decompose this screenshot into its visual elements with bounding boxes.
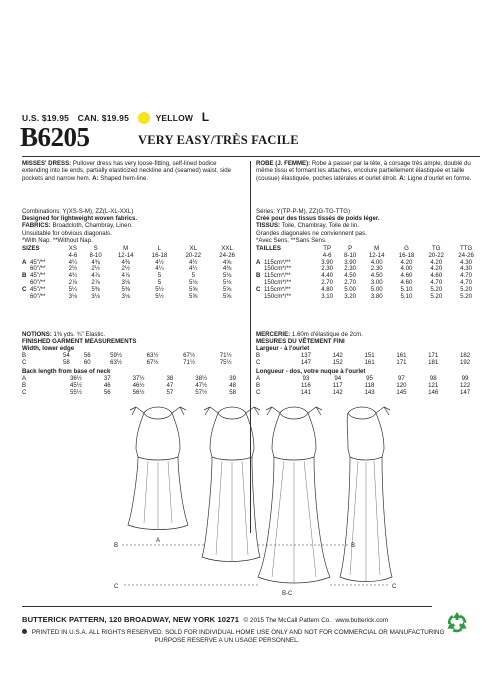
size-label: L [201,110,210,124]
yardage-value: 5.00 [370,285,383,293]
en-back-label: Back length from base of neck [22,368,111,375]
size-number: 12-14 [117,251,134,259]
yardage-row [256,294,481,301]
measurement-value: 99 [461,375,469,382]
measurement-value: 147 [459,388,471,396]
size-code: M [374,245,380,252]
size-code: XXL [221,245,233,252]
measurement-value: 47 [166,381,174,389]
view-letter: A [22,258,27,266]
measurement-value: 161 [364,358,375,366]
view-letter: C [22,388,27,396]
size-number: 24-26 [219,251,235,259]
size-code: TTG [460,245,473,252]
view-letter: B [256,352,261,359]
recycle-icon [444,610,470,636]
size-code: M [123,245,129,252]
yardage-value: 4.20 [430,265,443,273]
yardage-value: 5⅝ [189,292,198,300]
measurement-value: 54 [63,352,70,359]
measurement-value: 63½ [110,358,122,366]
yardage-value: 5 [157,278,162,286]
en-fabric-info: Combinations: Y(XS-S-M), ZZ(L-XL-XXL) Designed for lightweight woven fabrics. FABRICS: Broadcloth, Chambray, Linen. Unsuitable for obvious diagonals. *With Nap. **Without Nap. [22,208,138,244]
measurement-value: 46 [103,381,111,389]
measurement-value: 122 [459,381,471,389]
yardage-value: 3⅛ [68,292,78,300]
size-number: 20-22 [185,251,202,259]
size-code: P [348,245,353,252]
fabric-width: 150cm*/** [264,265,292,273]
yardage-value: 4⅞ [121,272,130,280]
yardage-value: 2½ [68,265,78,273]
measurement-value: 57 [166,388,174,396]
yardage-value: 2½ [121,265,130,273]
bullet-icon [22,629,27,634]
yardage-value: 4.80 [321,285,334,293]
fabric-width: 115cm*/** [264,272,291,280]
yardage-value: 4⅜ [121,258,130,266]
yardage-value: 4½ [189,258,198,266]
en-measurements: NOTIONS: 1⅜ yds. ¾" Elastic. FINISHED GARMENT MEASUREMENTS Width, lower edge [22,331,137,353]
measurement-value: 67½ [183,352,196,359]
size-number: 4-6 [322,251,332,259]
measurement-value: 141 [300,388,311,396]
en-description: MISSES' DRESS: Pullover dress has very loose-fitting, self-lined bodice extending into tie ends, partially elasticized neckline and (seamed) waist, side pockets and narrow hem. A: Shaped hem-line. [22,160,231,182]
measurement-value: 46½ [132,381,145,389]
yardage-value: 5⅛ [189,278,198,286]
view-letter: C [22,358,27,366]
yardage-value: 4.20 [430,258,443,266]
yardage-value: 3.90 [321,258,334,266]
measurement-value: 56 [103,388,111,396]
measurement-value: 147 [300,358,311,366]
yardage-value: 5⅜ [91,285,100,293]
yardage-value: 3⅛ [91,292,100,300]
size-code: S [93,245,98,252]
measurement-value: 45½ [70,381,82,389]
yardage-value: 2.30 [344,265,357,273]
footer-company: BUTTERICK PATTERN, 120 BROADWAY, NEW YORK 10271 [22,615,240,624]
fr-back-label: Longueur - dos, votre nuque à l'ourlet [256,368,366,375]
measurement-value: 55½ [70,388,82,396]
yardage-value: 4¼ [68,258,78,266]
yardage-value: 5½ [155,285,164,293]
measurement-value: 38 [166,375,174,382]
measurement-value: 145 [396,388,407,396]
size-number: 12-14 [368,251,385,259]
measurement-value: 75½ [219,358,232,366]
footer-copyright: © 2015 The McCall Pattern Co. [243,617,332,624]
measurement-value: 59½ [110,352,122,359]
measurement-value: 116 [301,381,311,389]
view-letter: A [22,375,27,382]
yardage-value: 2.30 [321,265,334,273]
yardage-row [22,280,244,287]
view-bc-label: B-C [282,591,293,597]
footer-website: www.butterick.com [335,617,388,624]
yardage-value: 2.30 [370,265,383,273]
measurement-value: 71½ [219,352,232,359]
view-letter [256,294,264,301]
view-letter: B [256,381,261,389]
size-number: 16-18 [151,251,168,259]
pattern-number: B6205 [20,122,90,152]
yardage-value: 5⅝ [222,285,232,293]
measurement-value: 56 [83,352,91,359]
yardage-row [22,287,244,294]
yardage-value: 2⅞ [91,278,100,286]
yardage-value: 2.70 [344,278,357,286]
dress-a-front [128,407,188,530]
footer-rule [22,606,432,607]
measurement-value: 48 [229,381,236,389]
measurement-value: 71½ [183,358,196,366]
en-width-table [22,353,244,367]
measurement-value: 67½ [146,358,159,366]
yardage-value: 5 [191,272,195,280]
yardage-value: 4⅜ [222,265,232,273]
fabric-width: 60"/** [30,265,46,273]
measurement-value: 161 [396,352,407,359]
yardage-value: 4.50 [370,272,383,280]
measurement-row [256,360,481,367]
sizes-label: TAILLES [256,245,281,252]
measurement-value: 120 [396,381,407,389]
fr-back-table [256,376,481,396]
yardage-value: 4½ [155,258,164,266]
yardage-value: 3⅛ [121,278,130,286]
color-label: YELLOW [155,113,194,123]
yardage-row [22,294,244,301]
footer [22,609,445,644]
measurement-value: 146 [428,388,439,396]
fabric-width: 115cm*/** [264,258,291,266]
measurement-value: 47½ [195,381,208,389]
size-number: 16-18 [398,251,415,259]
yardage-row [22,260,244,267]
measurement-value: 60 [83,358,91,366]
yardage-value: 4.70 [460,278,473,286]
measurement-value: 37 [103,375,111,382]
measurement-value: 137 [300,352,311,359]
measurement-value: 58 [63,358,70,366]
dress-c-front [258,407,330,583]
yardage-row [22,266,244,273]
yardage-value: 4.70 [430,278,443,286]
yardage-value: 4.60 [400,278,413,286]
yardage-value: 3.90 [344,258,357,266]
yardage-value: 4¼ [155,265,164,273]
yardage-value: 3.00 [370,278,383,286]
yellow-dot-icon [138,112,150,124]
footer-rights: PRINTED IN U.S.A. ALL RIGHTS RESERVED. SOLD FOR INDIVIDUAL HOME USE ONLY AND NOT FOR COMMERCIAL OR MANUFACTURING [22,629,442,637]
view-b-label-right: B [351,543,356,549]
measurement-value: 192 [459,358,471,366]
size-number: 24-26 [458,251,474,259]
en-back-table [22,376,244,396]
yardage-value: 4.30 [460,258,473,266]
yardage-value: 5.10 [400,292,413,300]
yardage-value: 4.60 [400,272,413,280]
yardage-value: 5⅝ [189,285,198,293]
yardage-value: 5.20 [430,285,443,293]
yardage-value: 2⅞ [68,278,78,286]
footer-french: PURPOSE RESERVE A UN USAGE PERSONNEL. [154,636,300,644]
measurement-row [22,353,244,360]
measurement-value: 152 [332,358,343,366]
yardage-value: 3.20 [344,292,357,300]
view-letter: B [256,272,261,280]
yardage-value: 4.30 [460,265,473,273]
size-code: XL [189,245,198,252]
measurement-value: 98 [429,375,437,382]
dress-b-back [202,407,260,562]
fr-width-table [256,353,481,367]
fabric-width: 150cm*/** [264,278,292,286]
yardage-value: 4.70 [460,272,473,280]
en-yardage-table [22,246,244,300]
size-code: TP [323,245,332,252]
view-letter [22,294,30,301]
yardage-value: 5½ [155,292,164,300]
yardage-value: 2.70 [321,278,334,286]
fabric-width: 150cm*/** [264,292,292,300]
measurement-value: 143 [364,388,375,396]
top-rule [22,156,480,157]
view-letter: B [22,352,27,359]
price-can: CAN. $19.95 [77,113,129,123]
measurement-value: 171 [396,358,407,366]
fabric-width: 115cm*/** [264,285,291,293]
yardage-value: 4⅜ [91,258,100,266]
yardage-value: 5.20 [460,285,473,293]
view-letter: C [256,358,261,366]
yardage-value: 3.80 [370,292,383,300]
yardage-value: 4¾ [68,272,78,280]
view-c-label-left: C [114,584,119,590]
yardage-row [22,273,244,280]
view-letter: B [22,272,27,280]
measurement-value: 38½ [195,375,208,382]
measurement-value: 37½ [132,375,145,382]
measurement-value: 118 [364,381,375,389]
yardage-value: 2½ [91,265,100,273]
yardage-value: 4.50 [344,272,357,280]
size-code: L [157,245,162,252]
yardage-value: 5¼ [68,285,78,293]
fabric-width: 45"/** [30,285,46,293]
yardage-value: 5⅝ [222,292,232,300]
yardage-value: 4.40 [321,272,334,280]
yardage-value: 4.20 [400,258,413,266]
view-letter: B [22,381,27,389]
difficulty-title: VERY EASY/TRÈS FACILE [138,133,299,147]
measurement-value: 121 [428,381,439,389]
size-code: XS [68,245,77,252]
measurement-value: 58 [229,388,236,396]
size-number: 4-6 [68,251,78,259]
dress-c-back [340,407,392,582]
size-code: G [404,245,409,252]
yardage-value: 5⅜ [121,285,130,293]
fr-description: ROBE (J. FEMME): Robe à passer par la tête, à corsage très ample, doublé du même tissu et formant les attaches, encolure partiellement élastiquée et taille (cousue) élastiquée, poches latérales et ourlet étroit. A: Ligne d'ourlet en forme. [256,160,472,182]
measurement-value: 142 [332,352,343,359]
measurement-value: 63½ [146,352,159,359]
view-c-label-right: C [392,584,397,590]
yardage-value: 4¼ [189,265,198,273]
view-letter: C [256,285,261,293]
yardage-value: 4.00 [400,265,413,273]
fabric-width: 60"/** [30,278,46,286]
measurement-value: 56½ [132,388,145,396]
view-letter: A [256,258,261,266]
measurement-value: 93 [302,375,310,382]
garment-illustration [108,395,398,600]
view-letter: C [22,285,27,293]
yardage-value: 5.10 [400,285,413,293]
yardage-value: 5 [157,272,162,280]
measurement-value: 142 [332,388,343,396]
yardage-value: 5.20 [460,292,473,300]
size-number: 8-10 [344,251,357,259]
measurement-value: 97 [398,375,405,382]
measurement-value: 182 [459,352,471,359]
measurement-value: 57½ [195,388,208,396]
yardage-value: 3⅛ [121,292,130,300]
fr-measurements: MERCERIE: 1.60m d'élastique de 2cm. MESURES DU VÊTEMENT FINI Largeur - à l'ourlet [256,331,363,353]
measurement-value: 95 [366,375,373,382]
yardage-value: 4⅞ [91,272,100,280]
measurement-row [22,360,244,367]
view-a-label: A [156,538,161,544]
fabric-width: 60"/** [30,292,46,300]
view-letter: C [256,388,261,396]
size-number: 20-22 [428,251,445,259]
size-code: TG [432,245,441,252]
view-letter: A [256,375,261,382]
yardage-value: 5.20 [430,292,443,300]
size-number-row [22,253,244,260]
sizes-label: SIZES [22,245,40,252]
yardage-value: 5⅛ [222,278,232,286]
measurement-value: 181 [428,358,439,366]
measurement-value: 151 [364,352,375,359]
fabric-width: 45"/** [30,258,46,266]
measurement-value: 171 [428,352,439,359]
yardage-value: 5⅛ [222,272,232,280]
price-us: U.S. $19.95 [22,113,70,123]
measurement-value: 94 [334,375,342,382]
measurement-value: 36½ [70,375,82,382]
measurement-value: 117 [332,381,343,389]
view-b-label-left: B [114,543,119,549]
fabric-width: 45"/** [30,272,46,280]
yardage-value: 4.60 [430,272,443,280]
yardage-value: 4⅝ [222,258,232,266]
yardage-value: 5.00 [344,285,357,293]
size-number: 8-10 [89,251,102,259]
yardage-value: 4.00 [370,258,383,266]
fr-fabric-info: Séries: Y(TP-P-M), ZZ(G-TG-TTG) Créé pour des tissus tissés de poids léger. TISSUS: Toile, Chambray, Toile de lin. Grandes diagonales ne conviennent pas. *Avec Sens. **Sans Sens. [256,208,380,244]
fr-yardage-table [256,246,481,300]
measurement-value: 39 [229,375,236,382]
yardage-value: 3.10 [321,292,334,300]
